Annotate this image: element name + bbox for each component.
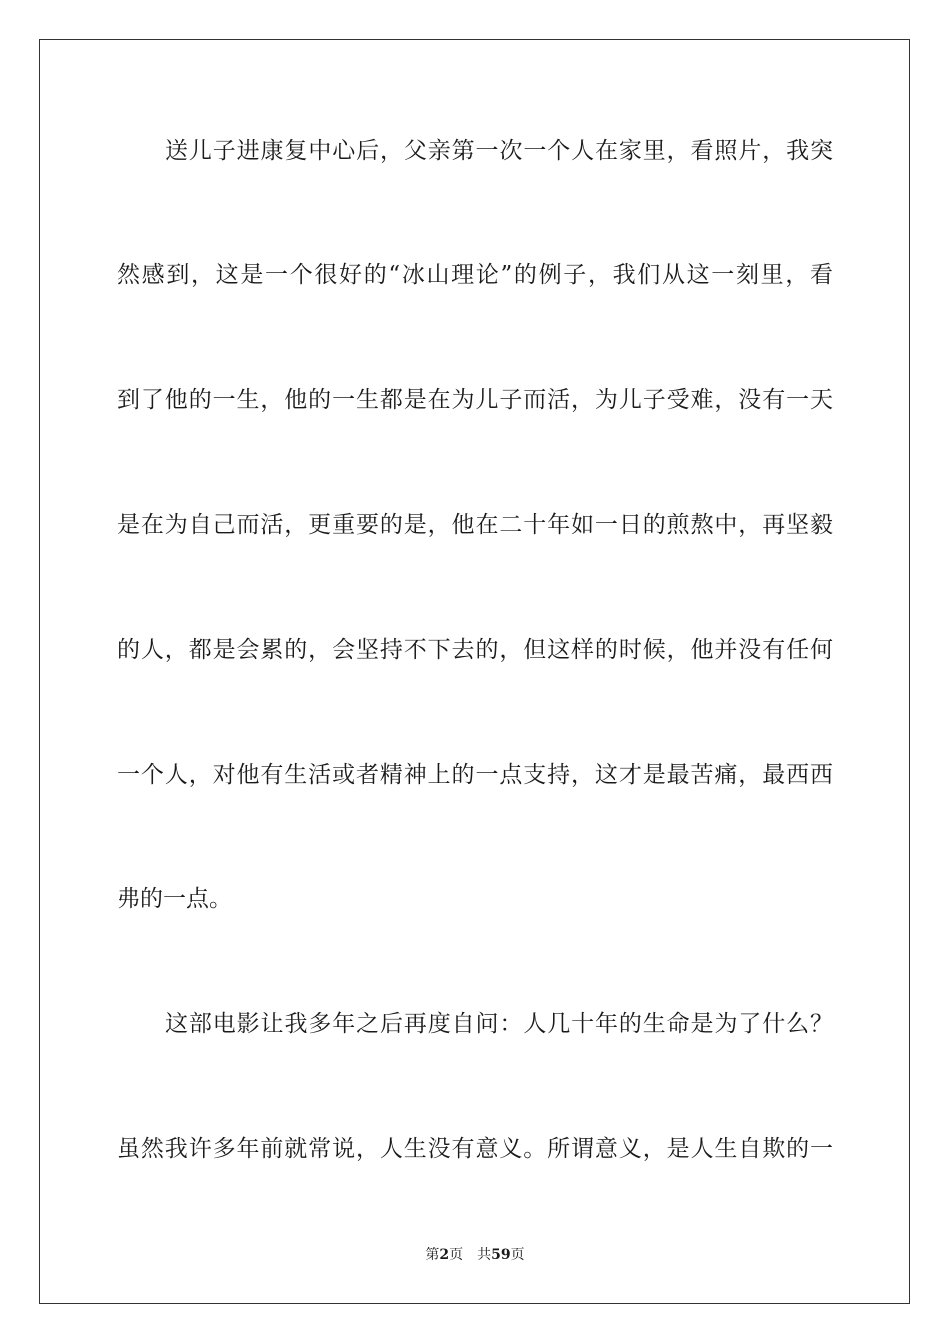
page-prefix: 第 (425, 1247, 440, 1263)
page-border (39, 39, 910, 1304)
total-prefix: 共 (477, 1247, 492, 1263)
paragraph-1-line-5: 的人，都是会累的，会坚持不下去的，但这样的时候，他并没有任何 (117, 637, 833, 663)
paragraph-1-line-4: 是在为自己而活，更重要的是，他在二十年如一日的煎熬中，再坚毅 (117, 512, 833, 538)
page-footer (0, 1246, 950, 1264)
total-suffix: 页 (510, 1247, 525, 1263)
paragraph-1-line-3: 到了他的一生，他的一生都是在为儿子而活，为儿子受难，没有一天 (117, 387, 833, 413)
page-number: 2 (439, 1247, 450, 1263)
paragraph-1-line-6: 一个人，对他有生活或者精神上的一点支持，这才是最苦痛，最西西 (117, 762, 833, 788)
paragraph-2-line-1: 这部电影让我多年之后再度自问：人几十年的生命是为了什么？ (165, 1011, 833, 1037)
total-pages: 59 (491, 1247, 511, 1263)
page-suffix: 页 (449, 1247, 464, 1263)
paragraph-2-line-2: 虽然我许多年前就常说，人生没有意义。所谓意义，是人生自欺的一 (117, 1136, 833, 1162)
paragraph-1-line-1: 送儿子进康复中心后，父亲第一次一个人在家里，看照片，我突 (165, 138, 833, 164)
paragraph-1-line-7: 弗的一点。 (117, 886, 232, 912)
paragraph-1-line-2: 然感到，这是一个很好的“冰山理论”的例子，我们从这一刻里，看 (117, 262, 833, 288)
